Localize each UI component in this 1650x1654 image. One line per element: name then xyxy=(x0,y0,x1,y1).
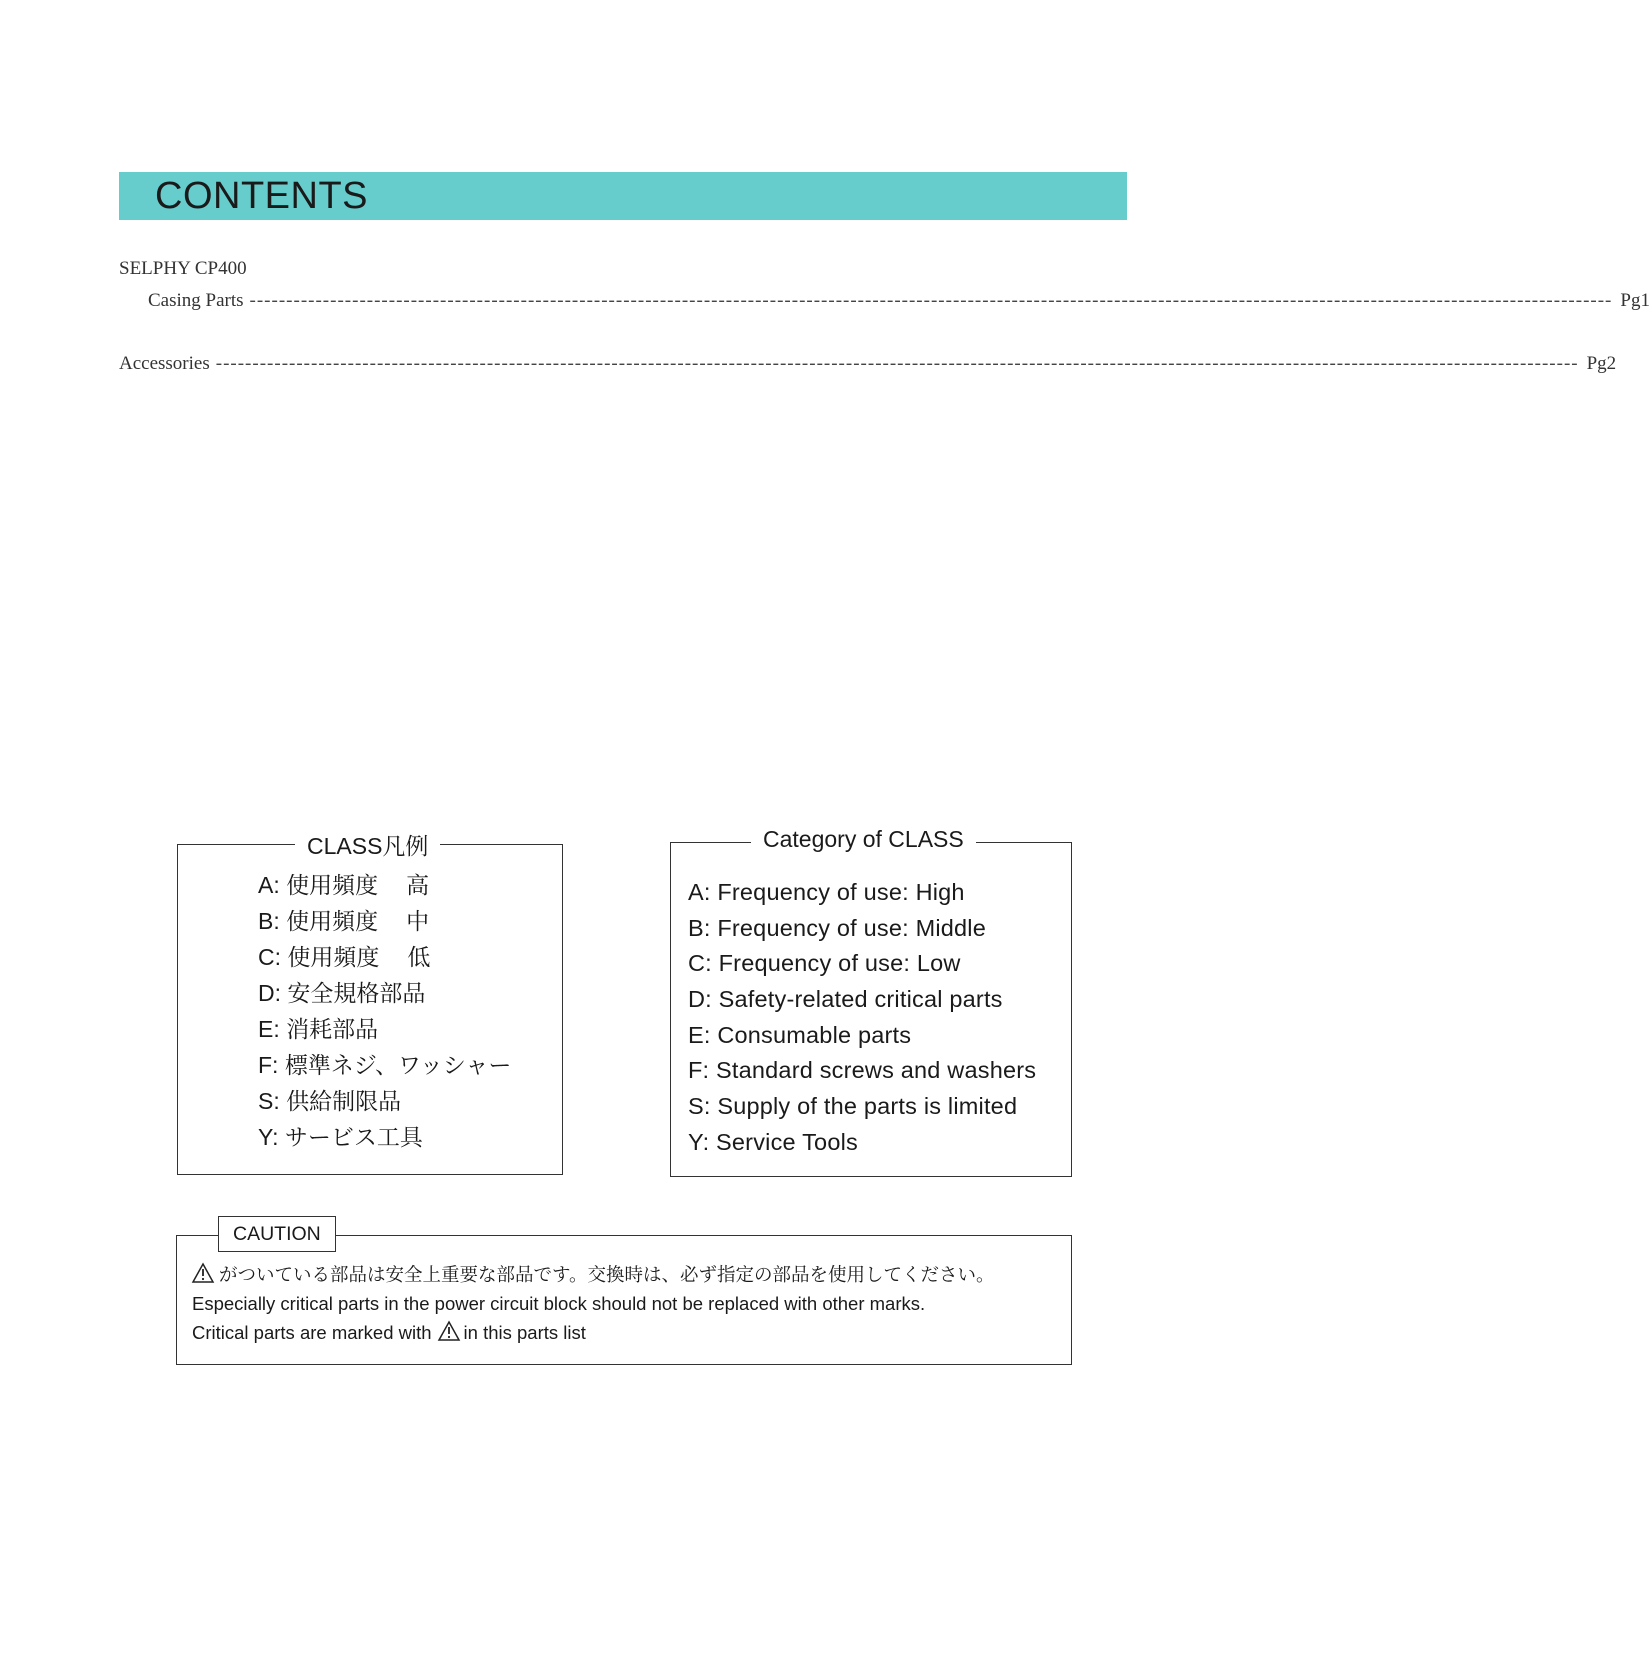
toc-entry-label: Casing Parts xyxy=(148,290,244,311)
list-item: A: 使用頻度 高 xyxy=(258,872,430,898)
caution-line-jp: がついている部品は安全上重要な部品です。交換時は、必ず指定の部品を使用してください。 xyxy=(192,1260,995,1289)
toc-product-title: SELPHY CP400 xyxy=(119,258,247,279)
class-legend-en-title: Category of CLASS xyxy=(751,826,976,853)
list-item: Y: サービス工具 xyxy=(258,1124,423,1150)
list-item: B: Frequency of use: Middle xyxy=(688,914,986,941)
toc-entry-accessories[interactable] xyxy=(119,353,1617,375)
list-item: D: 安全規格部品 xyxy=(258,980,426,1006)
list-item: Y: Service Tools xyxy=(688,1128,858,1155)
class-legend-jp-box xyxy=(177,833,563,1175)
list-item: B: 使用頻度 中 xyxy=(258,908,430,934)
caution-text xyxy=(192,1260,995,1347)
class-legend-en-list xyxy=(688,875,1036,1161)
caution-label: CAUTION xyxy=(218,1216,336,1252)
list-item: F: Standard screws and washers xyxy=(688,1057,1037,1084)
list-item: C: Frequency of use: Low xyxy=(688,950,961,977)
list-item: C: 使用頻度 低 xyxy=(258,944,431,970)
toc-entry-label: Accessories xyxy=(119,353,210,374)
list-item: A: Frequency of use: High xyxy=(688,879,965,905)
list-item: E: 消耗部品 xyxy=(258,1016,379,1042)
class-legend-jp-title: CLASS凡例 xyxy=(295,828,440,861)
caution-box xyxy=(176,1223,1072,1365)
page-title: CONTENTS xyxy=(155,175,368,217)
list-item: D: Safety-related critical parts xyxy=(688,986,1003,1013)
caution-line-en-1: Especially critical parts in the power circuit block should not be replaced with other marks. xyxy=(192,1293,926,1314)
caution-line-en-2: Critical parts are marked with in this parts list xyxy=(192,1322,586,1343)
dotted-leader: ------------------------------------------------------------------------------------------------------------------------------------------------------------------------------------------ xyxy=(249,290,1613,311)
toc-entry-page: Pg1 xyxy=(1620,290,1650,311)
list-item: E: Consumable parts xyxy=(688,1021,912,1048)
toc-entry-page: Pg2 xyxy=(1586,353,1617,374)
class-legend-jp-list xyxy=(258,867,511,1155)
toc-entry-casing-parts[interactable] xyxy=(148,290,1650,312)
warning-triangle-icon xyxy=(192,1263,214,1283)
list-item: F: 標準ネジ、ワッシャー xyxy=(258,1052,512,1078)
dotted-leader: ------------------------------------------------------------------------------------------------------------------------------------------------------------------------------------------ xyxy=(215,353,1579,374)
list-item: S: Supply of the parts is limited xyxy=(688,1093,1018,1120)
class-legend-en-box xyxy=(670,826,1072,1177)
warning-triangle-icon xyxy=(438,1321,460,1341)
contents-header-bar xyxy=(119,172,1127,220)
list-item: S: 供給制限品 xyxy=(258,1088,402,1114)
